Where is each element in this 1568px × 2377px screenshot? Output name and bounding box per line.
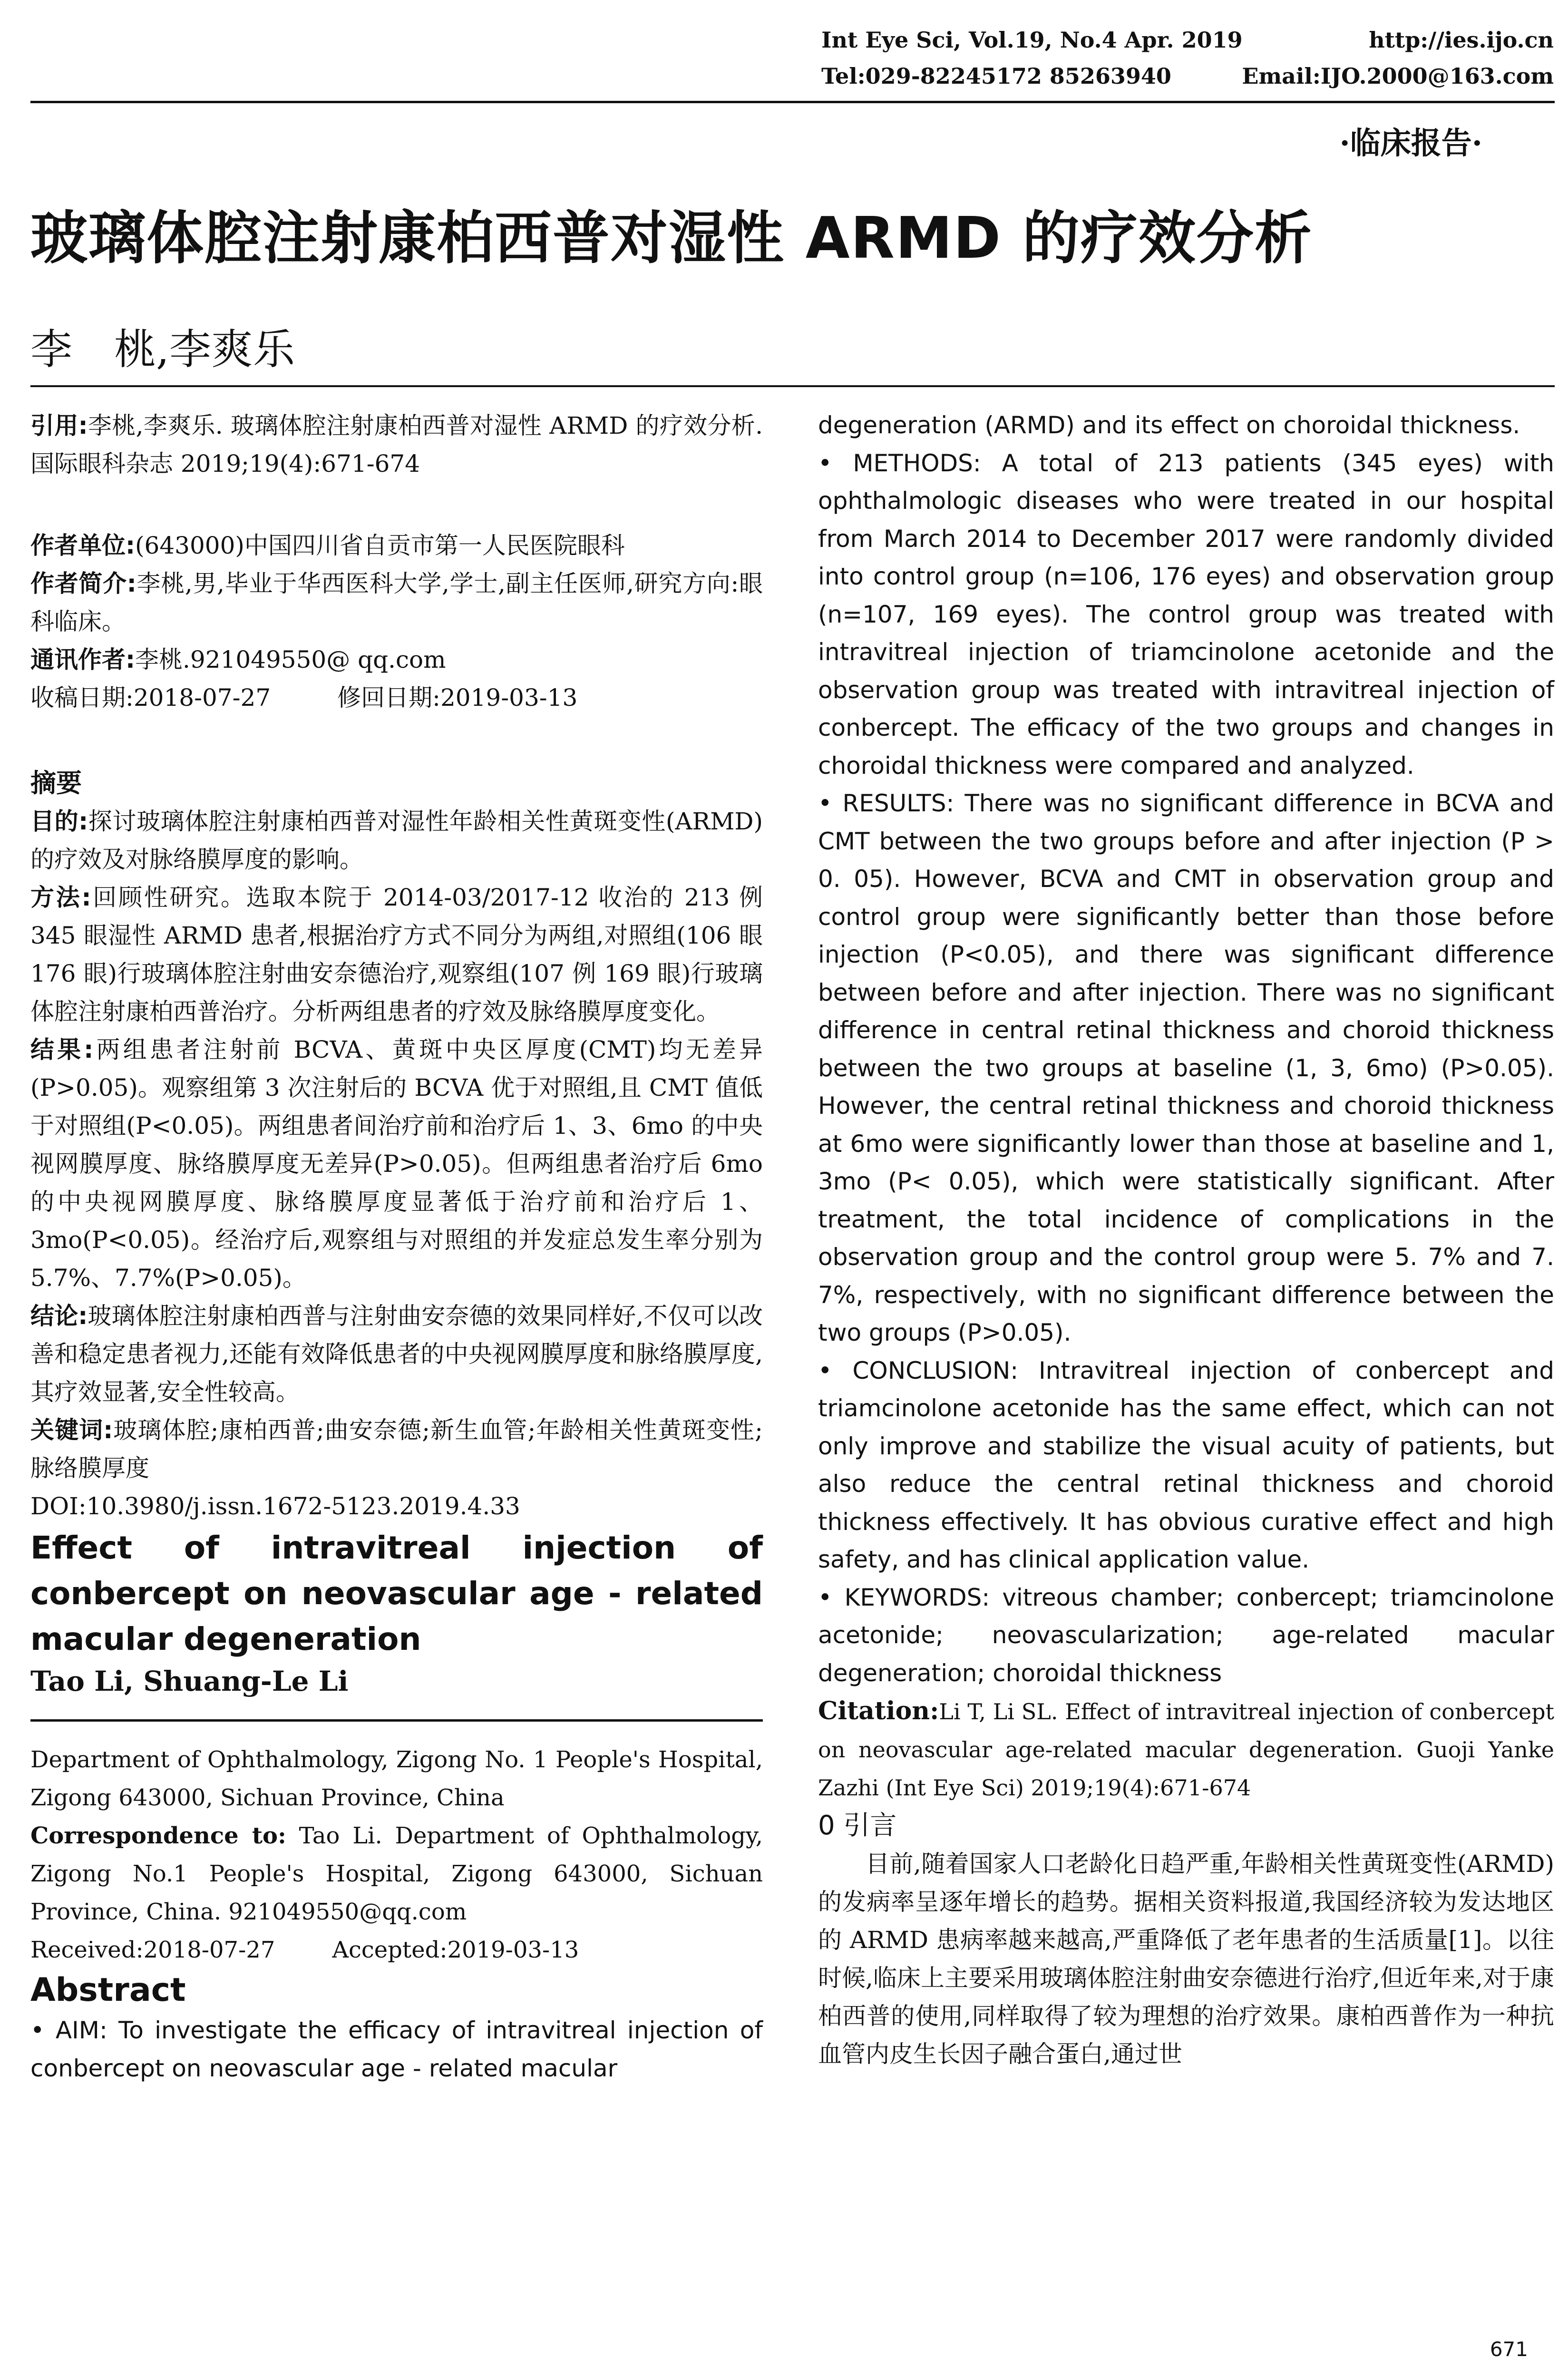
english-keywords: • KEYWORDS: vitreous chamber; conbercept; triamcinolone acetonide; neovascularization; age-related macular degeneration; choroidal thickness xyxy=(818,1583,1554,1687)
journal-header xyxy=(821,22,1554,94)
corresponding-author: 通讯作者:李桃.921049550@ qq.com xyxy=(30,646,446,673)
english-department: Department of Ophthalmology, Zigong No. 1 People's Hospital, Zigong 643000, Sichuan Province, China xyxy=(30,1746,763,1811)
english-authors: Tao Li, Shuang-Le Li xyxy=(30,1665,349,1697)
journal-info: Int Eye Sci, Vol.19, No.4 Apr. 2019 xyxy=(821,27,1243,53)
doi[interactable]: DOI:10.3980/j.issn.1672-5123.2019.4.33 xyxy=(30,1492,520,1520)
english-correspondence: Correspondence to: Tao Li. Department of Ophthalmology, Zigong No.1 People's Hospital, Zigong 643000, Sichuan Province, China. 921049550@qq.com xyxy=(30,1822,763,1925)
english-citation: Citation:Li T, Li SL. Effect of intravitreal injection of conbercept on neovascular age-related macular degeneration. Guoji Yanke Zazhi (Int Eye Sci) 2019;19(4):671-674 xyxy=(818,1696,1554,1801)
author-bio: 作者简介:李桃,男,毕业于华西医科大学,学士,副主任医师,研究方向:眼科临床。 xyxy=(30,570,763,635)
keywords-cn: 关键词:玻璃体腔;康柏西普;曲安奈德;新生血管;年龄相关性黄斑变性;脉络膜厚度 xyxy=(30,1416,763,1482)
received-date: 收稿日期:2018-07-27 xyxy=(30,684,271,711)
abstract-methods: 方法:回顾性研究。选取本院于 2014-03/2017-12 收治的 213 例 345 眼湿性 ARMD 患者,根据治疗方式不同分为两组,对照组(106 眼 176 眼)行玻璃体腔注射曲安奈德治疗,观察组(107 例 169 眼)行玻璃体腔注射康柏西普治疗。分析两组患者的疗效及脉络膜厚度变化。 xyxy=(30,884,763,1025)
abstract-aim: 目的:探讨玻璃体腔注射康柏西普对湿性年龄相关性黄斑变性(ARMD)的疗效及对脉络膜厚度的影响。 xyxy=(30,808,763,873)
english-methods: • METHODS: A total of 213 patients (345 eyes) with ophthalmologic diseases who were treated in our hospital from March 2014 to December 2017 were randomly divided into control group (n=106, 176 eyes) and observation group (n=107, 169 eyes). The control group was treated with intravitreal injection of triamcinolone acetonide and the observation group was treated with intravitreal injection of conbercept. The efficacy of the two groups and changes in choroidal thickness were compared and analyzed. xyxy=(818,449,1554,779)
abstract-results: 结果:两组患者注射前 BCVA、黄斑中央区厚度(CMT)均无差异(P>0.05)。观察组第 3 次注射后的 BCVA 优于对照组,且 CMT 值低于对照组(P<0.05)。两组患者间治疗前和治疗后 1、3、6mo 的中央视网膜厚度、脉络膜厚度无差异(P>0.05)。但两组患者治疗后 6mo 的中央视网膜厚度、脉络膜厚度显著低于治疗前和治疗后 1、3mo(P<0.05)。经治疗后,观察组与对照组的并发症总发生率分别为 5.7%、7.7%(P>0.05)。 xyxy=(30,1036,763,1292)
dates-cn xyxy=(30,679,763,717)
abstract-heading-cn: 摘要 xyxy=(30,768,82,798)
english-results: • RESULTS: There was no significant difference in BCVA and CMT between the two groups before and after injection (P > 0. 05). However, BCVA and CMT in observation group and control group were significantly better than those before injection (P<0.05), and there was significant difference between before and after injection. There was no significant difference in central retinal thickness and choroid thickness between the two groups at baseline (1, 3, 6mo) (P>0.05). However, the central retinal thickness and choroid thickness at 6mo were significantly lower than those at baseline and 1, 3mo (P< 0.05), which were statistically significant. After treatment, the total incidence of complications in the observation group and the control group were 5. 7% and 7. 7%, respectively, with no significant difference between the two groups (P>0.05). xyxy=(818,789,1554,1346)
english-aim: • AIM: To investigate the efficacy of intravitreal injection of conbercept on neovascular age - related macular xyxy=(30,2017,763,2082)
revised-date: 修回日期:2019-03-13 xyxy=(337,684,578,711)
english-title: Effect of intravitreal injection of conbercept on neovascular age - related macular degeneration xyxy=(30,1529,763,1657)
english-conclusion: • CONCLUSION: Intravitreal injection of conbercept and triamcinolone acetonide has the same effect, which can not only improve and stabilize the visual acuity of patients, but also reduce the central retinal thickness and choroid thickness effectively. It has obvious curative effect and high safety, and has clinical application value. xyxy=(818,1356,1554,1573)
english-dates: Received:2018-07-27 Accepted:2019-03-13 xyxy=(30,1937,579,1963)
journal-url[interactable]: http://ies.ijo.cn xyxy=(1369,27,1554,53)
title-rule xyxy=(30,385,1555,387)
authors-rule xyxy=(30,1719,763,1722)
intro-heading: 0 引言 xyxy=(818,1810,897,1841)
article-title: 玻璃体腔注射康柏西普对湿性 ARMD 的疗效分析 xyxy=(30,205,1313,272)
left-column xyxy=(30,407,763,2087)
affiliation: 作者单位:(643000)中国四川省自贡市第一人民医院眼科 xyxy=(30,532,625,559)
abstract-heading-en: Abstract xyxy=(30,1971,186,2009)
abstract-conclusion: 结论:玻璃体腔注射康柏西普与注射曲安奈德的效果同样好,不仅可以改善和稳定患者视力,还能有效降低患者的中央视网膜厚度和脉络膜厚度,其疗效显著,安全性较高。 xyxy=(30,1302,763,1406)
journal-tel: Tel:029-82245172 85263940 xyxy=(821,63,1171,89)
section-tag: ·临床报告· xyxy=(1339,126,1482,161)
english-aim-continued: degeneration (ARMD) and its effect on choroidal thickness. xyxy=(818,411,1520,439)
intro-paragraph: 目前,随着国家人口老龄化日趋严重,年龄相关性黄斑变性(ARMD)的发病率呈逐年增长的趋势。据相关资料报道,我国经济较为发达地区的 ARMD 患病率越来越高,严重降低了老年患者的生活质量[1]。以往时候,临床上主要采用玻璃体腔注射曲安奈德进行治疗,但近年来,对于康柏西普的使用,同样取得了较为理想的治疗效果。康柏西普作为一种抗血管内皮生长因子融合蛋白,通过世 xyxy=(818,1850,1554,2068)
journal-email[interactable]: Email:IJO.2000@163.com xyxy=(1242,63,1554,89)
header-rule xyxy=(30,101,1555,103)
right-column xyxy=(818,407,1554,2073)
article-authors: 李 桃,李爽乐 xyxy=(30,325,295,374)
cite-cn: 引用:李桃,李爽乐. 玻璃体腔注射康柏西普对湿性 ARMD 的疗效分析.国际眼科杂志 2019;19(4):671-674 xyxy=(30,412,763,477)
page-number: 671 xyxy=(1490,2338,1528,2361)
